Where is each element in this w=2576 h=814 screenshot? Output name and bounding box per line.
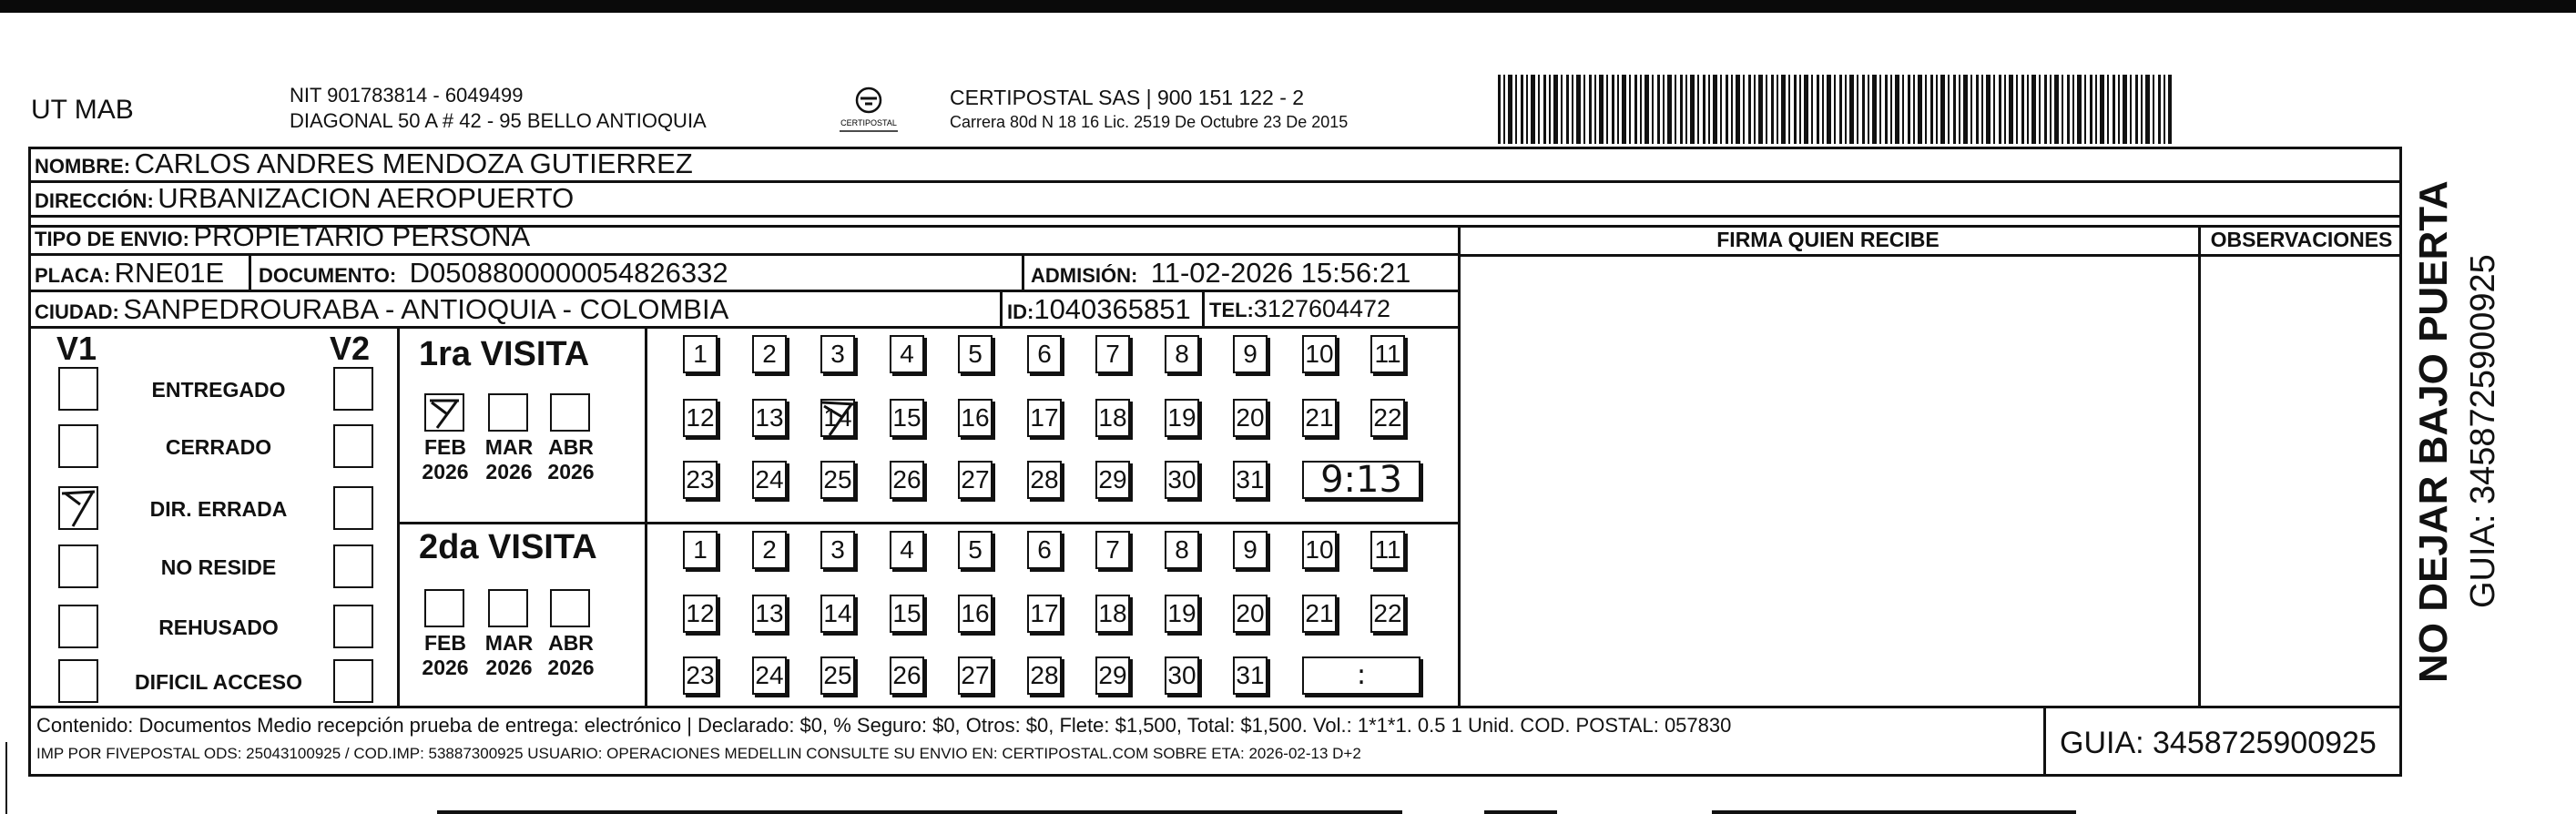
day-box[interactable]: 2 xyxy=(752,335,787,373)
day-box[interactable]: 27 xyxy=(958,656,993,695)
day-box[interactable]: 31 xyxy=(1233,461,1268,499)
v1-checkbox[interactable] xyxy=(58,486,98,530)
day-box[interactable]: 11 xyxy=(1370,335,1405,373)
barcode xyxy=(1498,75,2172,144)
admision-field: ADMISIÓN: 11-02-2026 15:56:21 xyxy=(1031,257,1411,289)
month-label xyxy=(413,435,477,484)
month-name: ABR xyxy=(548,631,594,655)
day-box[interactable]: 9 xyxy=(1233,335,1268,373)
day-box[interactable]: 18 xyxy=(1095,399,1130,437)
day-box[interactable]: 16 xyxy=(958,595,993,633)
tel-field: TEL:3127604472 xyxy=(1209,295,1391,322)
observaciones-header: OBSERVACIONES xyxy=(2210,228,2393,251)
month-year: 2026 xyxy=(422,460,469,483)
day-box[interactable]: 15 xyxy=(890,595,924,633)
day-box[interactable]: 26 xyxy=(890,656,924,695)
day-mark xyxy=(820,399,857,443)
status-option-label: DIFICIL ACCESO xyxy=(134,670,302,694)
v1-checkbox[interactable] xyxy=(58,544,98,588)
month-label xyxy=(539,435,603,484)
time-box[interactable]: 9:13 xyxy=(1302,461,1420,499)
footer-content: Contenido: Documentos Medio recepción prueba de entrega: electrónico | Declarado: $0, % Seguro: $0, Otros: $0, Flete: $1,500, Total: $1,500. Vol.: 1*1*1. 0.5 1 Unid. COD. POSTAL: 057830 xyxy=(36,714,1732,737)
day-box[interactable]: 10 xyxy=(1302,531,1337,569)
day-box[interactable]: 30 xyxy=(1165,461,1199,499)
month-checkbox-feb[interactable] xyxy=(424,393,464,432)
day-box[interactable]: 23 xyxy=(683,656,718,695)
month-name: MAR xyxy=(484,631,534,655)
time-box[interactable]: : xyxy=(1302,656,1420,695)
month-label xyxy=(413,631,477,680)
day-box[interactable]: 13 xyxy=(752,399,787,437)
day-box[interactable]: 29 xyxy=(1095,461,1130,499)
nombre-row: NOMBRE: CARLOS ANDRES MENDOZA GUTIERREZ xyxy=(35,148,693,179)
month-year: 2026 xyxy=(485,656,533,679)
month-checkbox-mar[interactable] xyxy=(488,393,528,432)
day-box[interactable]: 18 xyxy=(1095,595,1130,633)
certipostal-logo xyxy=(832,86,905,137)
sender-address: DIAGONAL 50 A # 42 - 95 BELLO ANTIOQUIA xyxy=(290,109,707,132)
v1-checkbox[interactable] xyxy=(58,367,98,411)
day-box[interactable]: 31 xyxy=(1233,656,1268,695)
month-name: FEB xyxy=(424,435,466,459)
footer-imp: IMP POR FIVEPOSTAL ODS: 25043100925 / COD.IMP: 53887300925 USUARIO: OPERACIONES MEDELLIN CONSULTE SU ENVIO EN: CERTIPOSTAL.COM SOBRE ETA: 2026-02-13 D+2 xyxy=(36,745,1361,762)
svg-text:CERTIPOSTAL: CERTIPOSTAL xyxy=(840,118,897,127)
tipo-value: PROPIETARIO PERSONA xyxy=(193,220,531,252)
placa-field: PLACA: RNE01E xyxy=(35,257,225,289)
month-label xyxy=(477,435,541,484)
day-box[interactable]: 12 xyxy=(683,399,718,437)
warning-vertical: NO DEJAR BAJO PUERTA xyxy=(2411,180,2456,683)
day-box[interactable]: 17 xyxy=(1027,595,1062,633)
day-box[interactable]: 22 xyxy=(1370,595,1405,633)
day-box[interactable]: 7 xyxy=(1095,531,1130,569)
top-edge-bar xyxy=(0,0,2576,13)
v2-checkbox[interactable] xyxy=(333,486,373,530)
day-box[interactable]: 4 xyxy=(890,335,924,373)
guia-vertical: GUIA: 3458725900925 xyxy=(2464,254,2502,608)
day-box[interactable]: 8 xyxy=(1165,531,1199,569)
day-box[interactable]: 26 xyxy=(890,461,924,499)
day-box[interactable]: 1 xyxy=(683,335,718,373)
nit: NIT 901783814 - 6049499 xyxy=(290,84,524,107)
visit1-title: 1ra VISITA xyxy=(419,335,590,373)
company-name: UT MAB xyxy=(31,95,134,125)
day-box[interactable]: 12 xyxy=(683,595,718,633)
day-box[interactable]: 21 xyxy=(1302,595,1337,633)
v2-header: V2 xyxy=(330,330,371,367)
v1-checkbox[interactable] xyxy=(58,659,98,703)
day-box[interactable]: 7 xyxy=(1095,335,1130,373)
tipo-row: TIPO DE ENVIO: PROPIETARIO PERSONA xyxy=(35,220,531,252)
day-box[interactable]: 28 xyxy=(1027,461,1062,499)
day-box[interactable]: 14 xyxy=(820,595,855,633)
day-box[interactable]: 9 xyxy=(1233,531,1268,569)
day-box[interactable]: 1 xyxy=(683,531,718,569)
day-box[interactable]: 22 xyxy=(1370,399,1405,437)
month-checkbox-abr[interactable] xyxy=(550,393,590,432)
day-box[interactable]: 28 xyxy=(1027,656,1062,695)
month-year: 2026 xyxy=(547,656,595,679)
v1-checkbox[interactable] xyxy=(58,605,98,648)
day-box[interactable]: 6 xyxy=(1027,531,1062,569)
visit2-title: 2da VISITA xyxy=(419,528,597,566)
day-box[interactable]: 19 xyxy=(1165,595,1199,633)
month-name: FEB xyxy=(424,631,466,655)
status-option-label: CERRADO xyxy=(165,435,272,459)
month-name: ABR xyxy=(548,435,594,459)
day-box[interactable]: 23 xyxy=(683,461,718,499)
documento-field: DOCUMENTO: D0508800000054826332 xyxy=(259,257,728,289)
v2-checkbox[interactable] xyxy=(333,367,373,411)
month-checkbox-feb[interactable] xyxy=(424,589,464,627)
day-box[interactable]: 17 xyxy=(1027,399,1062,437)
v2-checkbox[interactable] xyxy=(333,605,373,648)
day-box[interactable]: 13 xyxy=(752,595,787,633)
v2-checkbox[interactable] xyxy=(333,544,373,588)
id-field: ID:1040365851 xyxy=(1007,293,1191,325)
day-box[interactable]: 21 xyxy=(1302,399,1337,437)
carrier-name: CERTIPOSTAL SAS | 900 151 122 - 2 xyxy=(950,86,1305,109)
day-box[interactable]: 30 xyxy=(1165,656,1199,695)
day-box[interactable]: 11 xyxy=(1370,531,1405,569)
footer-guia: GUIA: 3458725900925 xyxy=(2060,726,2377,760)
day-box[interactable]: 24 xyxy=(752,461,787,499)
firma-header: FIRMA QUIEN RECIBE xyxy=(1716,228,1940,251)
day-box[interactable]: 20 xyxy=(1233,399,1268,437)
ciudad-field: CIUDAD: SANPEDROURABA - ANTIOQUIA - COLOMBIA xyxy=(35,293,729,325)
day-box[interactable]: 2 xyxy=(752,531,787,569)
day-box[interactable]: 19 xyxy=(1165,399,1199,437)
v2-checkbox[interactable] xyxy=(333,659,373,703)
v2-checkbox[interactable] xyxy=(333,424,373,468)
day-box[interactable]: 3 xyxy=(820,531,855,569)
day-box[interactable]: 20 xyxy=(1233,595,1268,633)
day-box[interactable]: 15 xyxy=(890,399,924,437)
month-checkbox-abr[interactable] xyxy=(550,589,590,627)
month-name: MAR xyxy=(484,435,534,459)
day-box[interactable]: 29 xyxy=(1095,656,1130,695)
v1-header: V1 xyxy=(56,330,97,367)
day-box[interactable]: 24 xyxy=(752,656,787,695)
day-box[interactable]: 5 xyxy=(958,531,993,569)
day-box[interactable]: 6 xyxy=(1027,335,1062,373)
day-box[interactable]: 14 xyxy=(820,399,855,437)
day-box[interactable]: 4 xyxy=(890,531,924,569)
day-box[interactable]: 27 xyxy=(958,461,993,499)
day-box[interactable]: 25 xyxy=(820,461,855,499)
day-box[interactable]: 8 xyxy=(1165,335,1199,373)
nombre-value: CARLOS ANDRES MENDOZA GUTIERREZ xyxy=(134,148,693,179)
status-option-label: ENTREGADO xyxy=(151,378,286,402)
day-box[interactable]: 16 xyxy=(958,399,993,437)
status-option-label: NO RESIDE xyxy=(160,555,277,579)
status-option-label: REHUSADO xyxy=(158,616,279,639)
direccion-value: URBANIZACION AEROPUERTO xyxy=(158,182,575,214)
status-option-label: DIR. ERRADA xyxy=(149,497,288,521)
month-checkbox-mar[interactable] xyxy=(488,589,528,627)
v1-checkbox[interactable] xyxy=(58,424,98,468)
month-label xyxy=(477,631,541,680)
carrier-license: Carrera 80d N 18 16 Lic. 2519 De Octubre 23 De 2015 xyxy=(950,113,1349,131)
month-year: 2026 xyxy=(485,460,533,483)
month-label xyxy=(539,631,603,680)
direccion-row: DIRECCIÓN: URBANIZACION AEROPUERTO xyxy=(35,182,575,214)
day-box[interactable]: 3 xyxy=(820,335,855,373)
day-box[interactable]: 5 xyxy=(958,335,993,373)
day-box[interactable]: 25 xyxy=(820,656,855,695)
month-year: 2026 xyxy=(547,460,595,483)
day-box[interactable]: 10 xyxy=(1302,335,1337,373)
month-year: 2026 xyxy=(422,656,469,679)
